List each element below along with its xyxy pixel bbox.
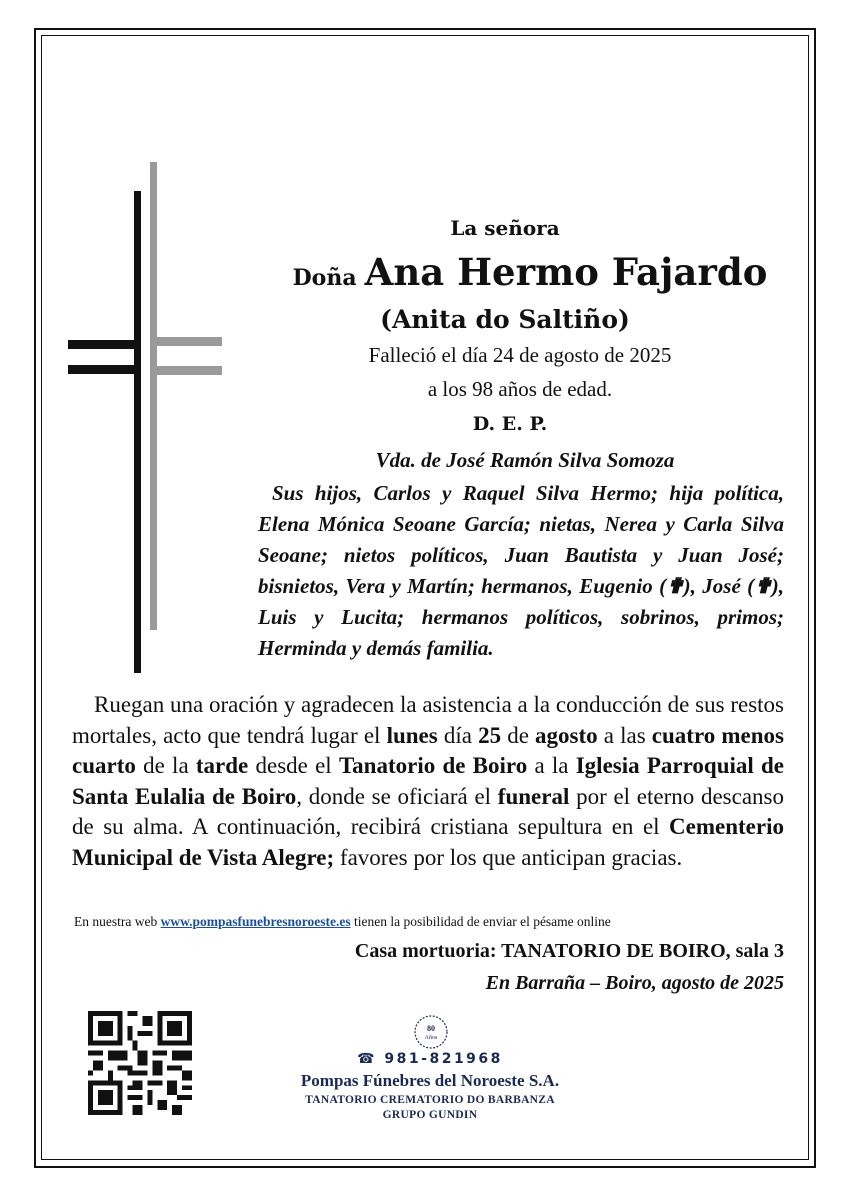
phone-icon: ☎ — [357, 1051, 378, 1067]
place-date: En Barraña – Boiro, agosto de 2025 — [485, 972, 784, 994]
web-note: En nuestra web www.pompasfunebresnoroeste.es tienen la posibilidad de enviar el pésame online — [74, 914, 611, 929]
death-date-line: Falleció el día 24 de agosto de 2025 — [368, 343, 672, 367]
svg-text:80: 80 — [427, 1024, 435, 1033]
service-type: funeral — [497, 783, 570, 809]
family-text: Sus hijos, Carlos y Raquel Silva Hermo; hija política, Elena Mónica Seoane García; nietas, Nerea y Carla Silva Seoane; nietos políticos, Juan Bautista y Juan José; bisnietos, Vera y Martín; hermanos, Eugenio (✟), José (✟), Luis y Lucita; hermanos políticos, sobrinos, primos; Herminda y demás familia. — [258, 481, 784, 660]
time-text: cuatro menos cuarto — [72, 722, 784, 778]
time-period: tarde — [195, 753, 249, 778]
month: agosto — [535, 722, 598, 748]
house-line: Casa mortuoria: TANATORIO DE BOIRO, sala 3 — [354, 940, 784, 962]
dep-text: D. E. P. — [472, 413, 548, 435]
cemetery-name: Cementerio Municipal de Vista Alegre; — [72, 814, 784, 870]
phone-number[interactable]: 981-821968 — [384, 1051, 503, 1067]
age-line: a los 98 años de edad. — [427, 377, 613, 401]
widow-line: Vda. de José Ramón Silva Somoza — [375, 448, 675, 472]
company-name: Pompas Fúnebres del Noroeste S.A. — [300, 1071, 560, 1090]
funeral-home: Tanatorio de Boiro — [338, 753, 528, 778]
mourners-list — [258, 478, 784, 664]
qr-code-icon — [88, 1011, 192, 1115]
weekday: lunes — [386, 722, 438, 748]
anniversary-logo — [412, 1013, 450, 1051]
svg-text:Años: Años — [424, 1035, 438, 1041]
deceased-name: Ana Hermo Fajardo — [364, 250, 768, 294]
day-number: 25 — [478, 722, 502, 748]
name-prefix: Doña — [292, 265, 357, 291]
company-subtitle: TANATORIO CREMATORIO DO BARBANZA — [305, 1094, 555, 1106]
website-link[interactable]: www.pompasfunebresnoroeste.es — [160, 914, 351, 929]
church-name: Iglesia Parroquial de Santa Eulalia de Boiro — [72, 753, 785, 809]
nickname: (Anita do Saltiño) — [380, 305, 630, 334]
phone-line — [280, 1051, 580, 1067]
funeral-notice: Ruegan una oración y agradecen la asistencia a la conducción de sus restos mortales, acto que tendrá lugar el lunes día 25 de agosto a las cuatro menos cuarto de la tarde desde el Tanatorio de Boiro a la Iglesia Parroquial de Santa Eulalia de Boiro, donde se oficiará el funeral por el eterno descanso de su alma. A continuación, recibirá cristiana sepultura en el Cementerio Municipal de Vista Alegre; favores por los que anticipan gracias. — [72, 692, 785, 870]
company-group: GRUPO GUNDIN — [382, 1109, 478, 1121]
intro-text: La señora — [450, 216, 560, 240]
